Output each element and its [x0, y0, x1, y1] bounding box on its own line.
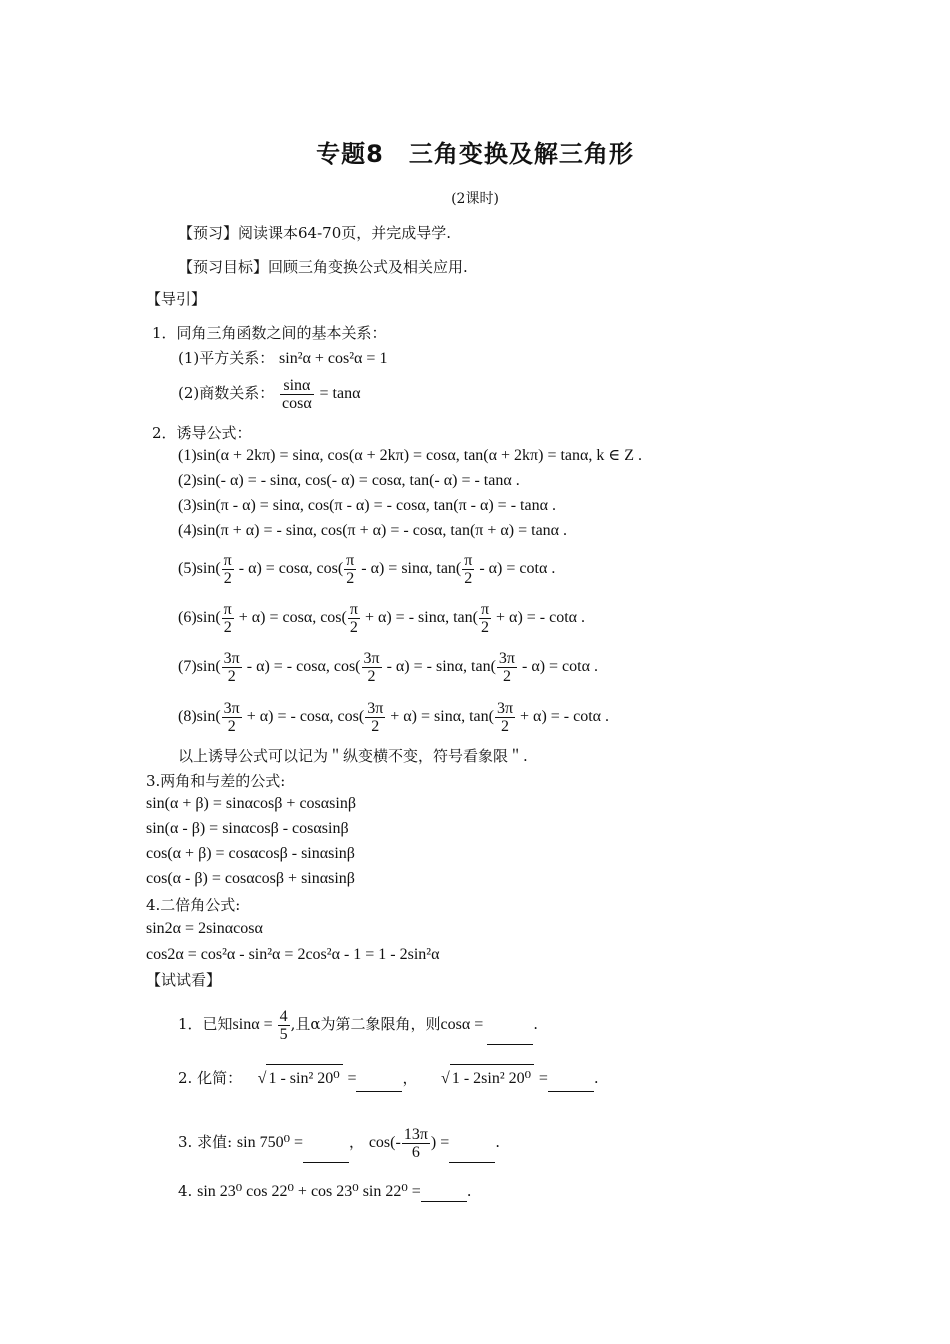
- q2-answer-blank-1[interactable]: [356, 1076, 402, 1092]
- question-4: [178, 1181, 472, 1202]
- f8-part: + α) = - cosα, cos(: [242, 708, 365, 725]
- q4-expr: sin 23⁰ cos 22⁰ + cos 23⁰ sin 22⁰ =: [197, 1183, 421, 1200]
- fraction-numerator: 3π: [223, 699, 240, 717]
- sum-formula-2: sin(α - β) = sinαcosβ - cosαsinβ: [146, 820, 349, 837]
- preview-line: 【预习】阅读课本64-70页，并完成导学.: [178, 224, 452, 242]
- q2-equals: =: [538, 1070, 548, 1087]
- fraction-denominator: 2: [367, 667, 376, 685]
- f5-part: - α) = cotα .: [475, 560, 556, 577]
- fraction-denominator: 5: [279, 1025, 288, 1043]
- fraction-denominator: 2: [349, 618, 358, 636]
- section1-heading: 1．同角三角函数之间的基本关系：: [152, 324, 387, 342]
- f7-part: - α) = cotα .: [517, 658, 598, 675]
- q1-label: 1．已知: [178, 1015, 233, 1033]
- q1-condition: ,且α为第二象限角，则: [290, 1015, 441, 1033]
- q3-end: .: [495, 1133, 501, 1151]
- induction-formula-3: (3)sin(π - α) = sinα, cos(π - α) = - cosα, tan(π - α) = - tanα .: [178, 497, 556, 514]
- f8-part: + α) = sinα, tan(: [386, 708, 494, 725]
- induction-formula-5: [178, 550, 555, 588]
- sum-formula-4: cos(α - β) = cosαcosβ + sinαsinβ: [146, 870, 355, 887]
- f5-part: - α) = cosα, cos(: [234, 560, 344, 577]
- double-angle-formula-2: cos2α = cos²α - sin²α = 2cos²α - 1 = 1 - 2sin²α: [146, 946, 440, 963]
- fraction: [362, 650, 382, 685]
- q3-answer-blank-1[interactable]: [303, 1147, 349, 1163]
- fraction-numerator: π: [349, 600, 358, 618]
- q2-label: 2. 化简：: [178, 1069, 243, 1087]
- square-formula: sin²α + cos²α = 1: [279, 350, 388, 367]
- fraction-denominator: 2: [502, 667, 511, 685]
- fraction-numerator: π: [464, 551, 473, 569]
- radicand-1: 1 - sin² 20⁰: [266, 1064, 342, 1092]
- q4-end: .: [466, 1182, 472, 1200]
- fraction-denominator: 2: [227, 667, 236, 685]
- fraction: [222, 601, 234, 636]
- quotient-denominator: cosα: [282, 394, 312, 412]
- q1-fraction: [278, 1008, 290, 1043]
- induction-formula-4: (4)sin(π + α) = - sinα, cos(π + α) = - cosα, tan(π + α) = tanα .: [178, 522, 568, 539]
- q2-equals: =: [347, 1070, 357, 1087]
- page-subtitle: (2课时): [451, 191, 499, 207]
- page-title: 专题8 三角变换及解三角形: [316, 140, 634, 168]
- q1-answer-blank[interactable]: [487, 1029, 533, 1045]
- fraction: [344, 552, 356, 587]
- double-angle-formula-1: sin2α = 2sinαcosα: [146, 920, 263, 937]
- sum-formula-1: sin(α + β) = sinαcosβ + cosαsinβ: [146, 795, 356, 812]
- fraction-denominator: 2: [227, 717, 236, 735]
- quotient-numerator: sinα: [280, 377, 314, 395]
- radical-icon: √: [257, 1070, 267, 1087]
- q4-answer-blank[interactable]: [421, 1186, 467, 1202]
- fraction: [222, 700, 242, 735]
- guide-heading: 【导引】: [146, 290, 207, 308]
- fraction: [479, 601, 491, 636]
- f7-part: - α) = - sinα, tan(: [382, 658, 496, 675]
- sqrt-expr-1: [258, 1070, 343, 1087]
- fraction-numerator: π: [480, 600, 490, 618]
- fraction-denominator: 2: [346, 569, 355, 587]
- fraction-numerator: 13π: [403, 1125, 428, 1143]
- induction-formula-2: (2)sin(- α) = - sinα, cos(- α) = cosα, tan(- α) = - tanα .: [178, 472, 520, 489]
- q3-expr-1: sin 750⁰ =: [236, 1134, 304, 1151]
- fraction-numerator: 3π: [498, 649, 515, 667]
- question-2: [178, 1064, 599, 1092]
- fraction: [348, 601, 360, 636]
- fraction-denominator: 2: [480, 618, 489, 636]
- q1-target: cosα =: [440, 1016, 488, 1033]
- square-relation: [178, 348, 387, 369]
- fraction-denominator: 2: [223, 569, 232, 587]
- fraction-denominator: 2: [464, 569, 473, 587]
- fraction-numerator: 3π: [363, 649, 380, 667]
- question-1: [178, 1004, 538, 1045]
- fraction: [495, 700, 515, 735]
- f6-part: + α) = cosα, cos(: [234, 609, 347, 626]
- fraction-denominator: 2: [223, 618, 232, 636]
- mnemonic-line: 以上诱导公式可以记为＂纵变横不变，符号看象限＂.: [178, 747, 528, 765]
- section2-heading: 2．诱导公式：: [152, 424, 252, 442]
- fraction: [365, 700, 385, 735]
- fraction-numerator: 3π: [223, 649, 240, 667]
- q3-answer-blank-2[interactable]: [449, 1147, 495, 1163]
- f5-part: - α) = sinα, tan(: [357, 560, 462, 577]
- fraction-denominator: 2: [500, 717, 509, 735]
- q1-end: .: [533, 1015, 539, 1033]
- f5-part: (5)sin(: [178, 560, 221, 577]
- induction-formula-8: [178, 698, 609, 736]
- fraction-numerator: 3π: [367, 699, 384, 717]
- fraction-denominator: 2: [371, 717, 380, 735]
- f6-part: + α) = - sinα, tan(: [360, 609, 478, 626]
- radical-icon: √: [441, 1070, 450, 1087]
- sqrt-expr-2: [441, 1070, 534, 1087]
- question-3: [178, 1122, 500, 1163]
- q4-label: 4.: [178, 1182, 193, 1200]
- induction-formula-1: (1)sin(α + 2kπ) = sinα, cos(α + 2kπ) = cosα, tan(α + 2kπ) = tanα, k ∈ Z .: [178, 447, 643, 464]
- induction-formula-7: [178, 648, 598, 686]
- f6-part: (6)sin(: [178, 609, 221, 626]
- fraction-numerator: 4: [279, 1007, 288, 1025]
- quotient-rhs: = tanα: [319, 385, 361, 402]
- f7-part: - α) = - cosα, cos(: [242, 658, 361, 675]
- fraction-denominator: 6: [411, 1143, 420, 1161]
- f7-part: (7)sin(: [178, 658, 221, 675]
- square-label: (1)平方关系：: [178, 349, 275, 367]
- fraction: [462, 552, 474, 587]
- fraction-numerator: π: [223, 600, 232, 618]
- induction-formula-6: [178, 599, 585, 637]
- radicand-2: 1 - 2sin² 20⁰: [450, 1064, 534, 1092]
- quotient-fraction: [280, 377, 314, 412]
- quotient-label: (2)商数关系：: [178, 384, 275, 402]
- quotient-relation: [178, 374, 360, 413]
- section3-heading: 3.两角和与差的公式:: [146, 772, 286, 790]
- f6-part: + α) = - cotα .: [492, 609, 586, 626]
- fraction: [497, 650, 517, 685]
- q2-answer-blank-2[interactable]: [548, 1076, 594, 1092]
- f8-part: + α) = - cotα .: [516, 708, 610, 725]
- sum-formula-3: cos(α + β) = cosαcosβ - sinαsinβ: [146, 845, 355, 862]
- q3-expr-2-start: cos(-: [368, 1134, 401, 1151]
- section4-heading: 4.二倍角公式:: [146, 896, 241, 914]
- fraction-numerator: π: [346, 551, 355, 569]
- fraction-numerator: π: [223, 551, 232, 569]
- q3-label: 3. 求值:: [178, 1133, 233, 1151]
- q1-expr: sinα =: [232, 1016, 277, 1033]
- f8-part: (8)sin(: [178, 708, 221, 725]
- fraction: [222, 552, 234, 587]
- fraction-numerator: 3π: [496, 699, 514, 717]
- q2-end: .: [593, 1069, 599, 1087]
- q3-fraction: [402, 1126, 430, 1161]
- q3-separator: ，: [349, 1133, 365, 1151]
- q3-expr-2-end: ) =: [430, 1134, 450, 1151]
- preview-goal-line: 【预习目标】回顾三角变换公式及相关应用.: [178, 258, 468, 276]
- try-heading: 【试试看】: [146, 971, 222, 989]
- fraction: [222, 650, 242, 685]
- q2-separator: ，: [402, 1069, 418, 1087]
